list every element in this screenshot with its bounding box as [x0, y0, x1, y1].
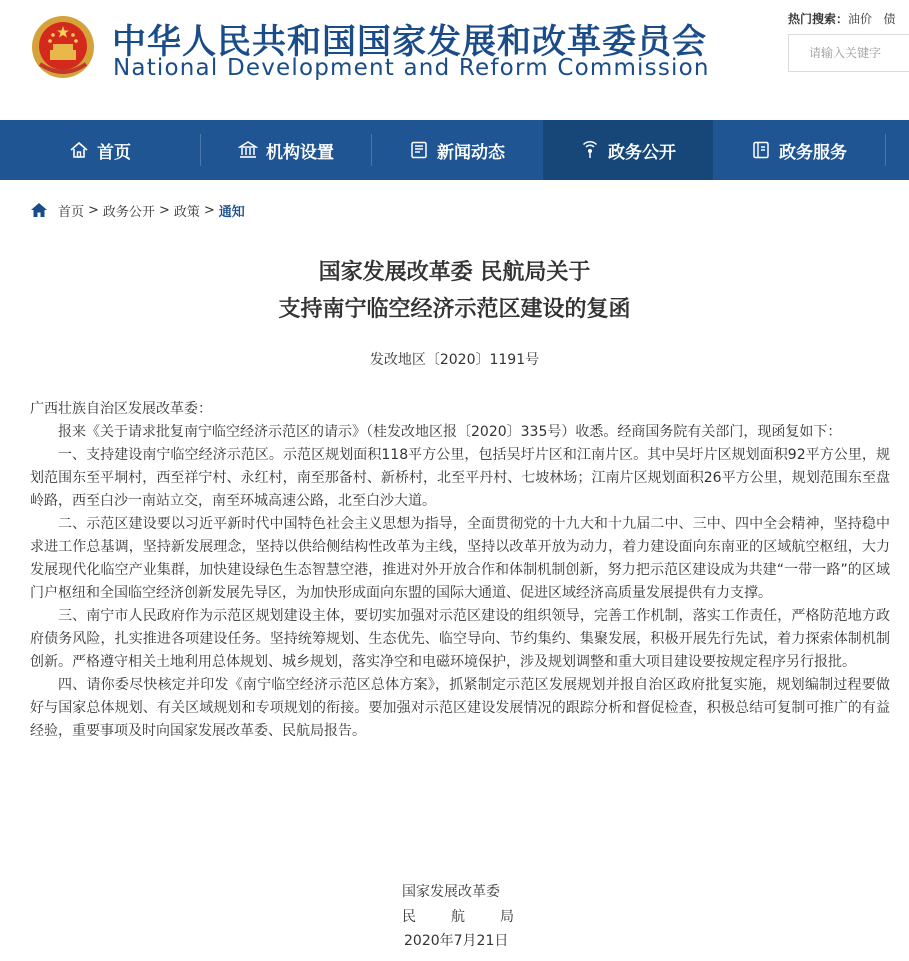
nav-label: 政务公开 — [608, 142, 676, 163]
home-icon — [69, 140, 89, 160]
hot-search-label: 热门搜索： — [788, 12, 849, 26]
site-title-cn[interactable]: 中华人民共和国国家发展和改革委员会 — [112, 22, 707, 62]
document-paragraph: 报来《关于请求批复南宁临空经济示范区的请示》（桂发改地区报〔2020〕335号）收悉。经商国务院有关部门，现函复如下： — [58, 424, 842, 440]
home-icon[interactable] — [30, 202, 48, 218]
signature-char: 局 — [500, 909, 514, 925]
breadcrumb-policy[interactable]: 政策 — [173, 204, 200, 220]
nav-label: 新闻动态 — [437, 142, 505, 163]
service-icon — [751, 140, 771, 160]
main-nav — [0, 120, 909, 180]
signature-org-ndrc: 国家发展改革委 — [402, 884, 500, 900]
signature-char: 民 — [402, 909, 416, 925]
search-input[interactable] — [789, 35, 909, 71]
nav-item-government-affairs[interactable] — [543, 120, 713, 180]
document-paragraph: 三、南宁市人民政府作为示范区规划建设主体，要切实加强对示范区建设的组织领导，完善工作机制，落实工作责任，严格防范地方政府债务风险，扎实推进各项建设任务。坚持统筹规划、生态优先、临空导向、节约集约、集聚发展，积极开展先行先试，着力探索体制机制创新。严格遵守相关土地利用总体规划、城乡规划，落实净空和电磁环境保护，涉及规划调整和重大项目建设要按规定程序另行报批。 — [30, 608, 890, 670]
document-paragraph: 一、支持建设南宁临空经济示范区。示范区规划面积118平方公里，包括吴圩片区和江南片区。其中吴圩片区规划面积92平方公里，规划范围东至平垌村，西至祥宁村、永红村，南至那备村、新桥村，北至平丹村、七坡林场；江南片区规划面积26平方公里，规划范围东至盘岭路，西至白沙一南站立交，南至环城高速公路，北至白沙大道。 — [30, 447, 890, 509]
breadcrumb-home[interactable]: 首页 — [58, 204, 85, 220]
breadcrumb-current[interactable]: 通知 — [218, 204, 245, 220]
nav-label: 首页 — [97, 142, 131, 163]
nav-label: 机构设置 — [266, 142, 334, 163]
signature-date: 2020年7月21日 — [404, 933, 509, 949]
nav-item-services[interactable] — [714, 120, 884, 180]
signature-char: 航 — [451, 909, 465, 925]
nav-divider — [885, 134, 886, 166]
document-paragraph: 二、示范区建设要以习近平新时代中国特色社会主义思想为指导，全面贯彻党的十九大和十九届二中、三中、四中全会精神，坚持稳中求进工作总基调，坚持新发展理念，坚持以供给侧结构性改革为主线，坚持以改革开放为动力，着力建设面向东南亚的区域航空枢纽，大力发展现代化临空产业集群，加快建设绿色生态智慧空港，推进对外开放合作和体制机制创新，努力把示范区建设成为共建“一带一路”的区域门户枢纽和全国临空经济创新发展先导区，为加快形成面向东盟的国际大通道、促进区域经济高质量发展提供有力支撑。 — [30, 516, 890, 601]
signature-org-caac — [402, 906, 514, 929]
nav-item-institution[interactable] — [201, 120, 371, 180]
document-title-line2: 支持南宁临空经济示范区建设的复函 — [278, 297, 631, 322]
hot-search — [788, 10, 895, 27]
newspaper-icon — [409, 140, 429, 160]
document-paragraph: 四、请你委尽快核定并印发《南宁临空经济示范区总体方案》，抓紧制定示范区发展规划并报自治区政府批复实施，规划编制过程要做好与国家总体规划、有关区域规划和专项规划的衔接。要加强对示范区建设发展情况的跟踪分析和督促检查，积极总结可复制可推广的有益经验，重要事项及时向国家发展改革委、民航局报告。 — [30, 677, 890, 739]
site-header — [0, 0, 909, 120]
national-emblem-icon[interactable] — [30, 14, 96, 82]
breadcrumb-separator: > — [158, 202, 170, 218]
institution-icon — [238, 140, 258, 160]
broadcast-icon — [580, 140, 600, 160]
document-body — [30, 398, 890, 743]
breadcrumb-separator: > — [203, 202, 215, 218]
breadcrumb-government-affairs[interactable]: 政务公开 — [102, 204, 155, 220]
document-number: 发改地区〔2020〕1191号 — [369, 352, 540, 368]
nav-item-home[interactable] — [0, 120, 200, 180]
search-box — [788, 34, 909, 72]
nav-item-news[interactable] — [372, 120, 542, 180]
breadcrumb — [30, 200, 245, 220]
site-title-en[interactable]: National Development and Reform Commission — [113, 55, 710, 81]
hot-search-terms[interactable]: 油价 债 — [848, 12, 896, 26]
nav-label: 政务服务 — [779, 142, 847, 163]
document-title-line1: 国家发展改革委 民航局关于 — [318, 260, 591, 285]
breadcrumb-separator: > — [88, 202, 99, 218]
document-salutation: 广西壮族自治区发展改革委： — [30, 401, 212, 417]
